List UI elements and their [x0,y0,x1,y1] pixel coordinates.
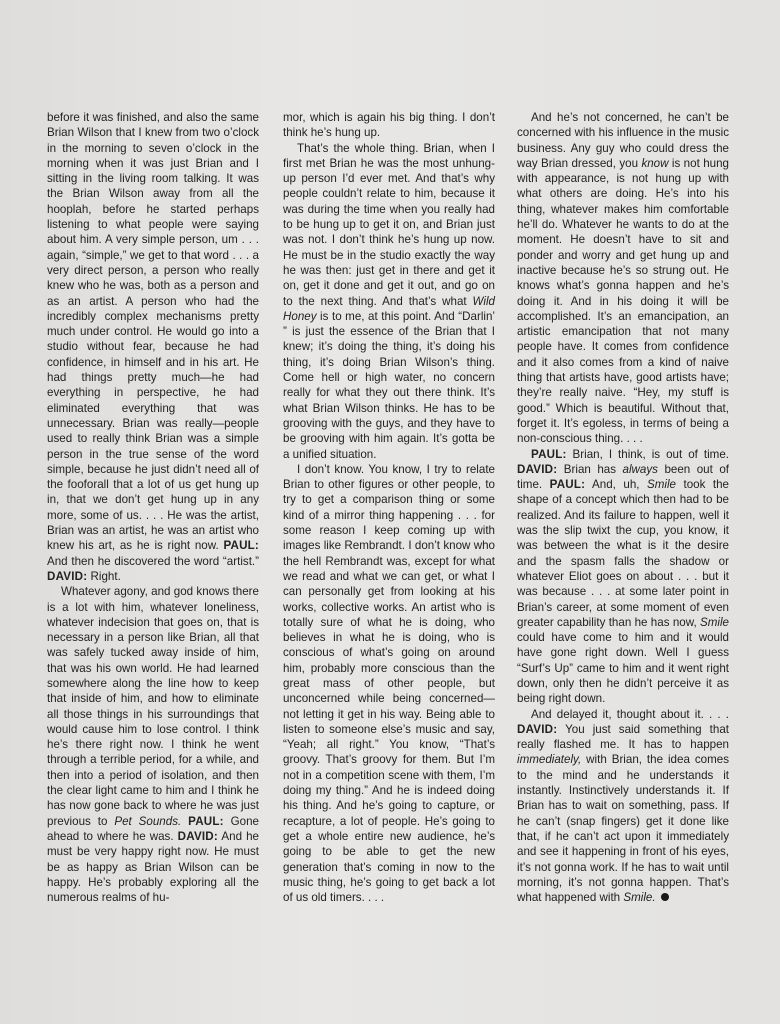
text-run: is not hung with appearance, is not hung up with what others are doing. He’s into his thing, whatever makes him comfortable he’ll do. Whatever he wants to do at the moment. He doesn’t have to sit and ponder and worry and get hung up and inactive because he’s so strung out. He knows what’s gonna happen and he’s doing it. And in his doing it will be accomplished. It’s an emancipation, an artistic emancipation that not many people have. It comes from confidence and it also comes from a kind of naive thing that artists have, good artists have; they’re really naive. “Hey, my stuff is good.” Which is beautiful. Without that, forget it. It’s egoless, in terms of being a non-conscious thing. . . . [517,156,729,446]
italic-text: Smile. [623,891,656,905]
text-run: with Brian, the idea comes to the mind and he understands it instantly. Instinctively understands it. If Brian has to wait on something, pass. If he can’t (snap fingers) get it done like that, if he can’t act upon it immediately and see it happening in front of his eyes, it’s not gonna work. If he has to wait until morning, it’s not gonna happen. That’s what happened with [517,753,729,905]
text-column-2 [283,110,495,905]
paragraph [283,141,495,462]
speaker-label: DAVID: [177,829,218,843]
speaker-label: PAUL: [549,478,586,492]
italic-text: know [641,156,669,170]
speaker-label: DAVID: [517,462,558,476]
paragraph [517,447,729,707]
text-run: Brian has [557,462,623,476]
paragraph [517,707,729,906]
italic-text: Smile [700,615,729,629]
text-run: mor, which is again his big thing. I don’t think he’s hung up. [283,111,495,140]
paragraph [47,110,259,584]
speaker-label: DAVID: [47,569,88,583]
text-run: And he’s not concerned, he can’t be concerned with his influence in the music business. Any guy who could dress the way Brian dressed, you [517,111,729,170]
paragraph [283,462,495,906]
paragraph [283,110,495,141]
text-column-3 [517,110,729,905]
text-run: You just said something that really flashed me. It has to happen [517,722,729,752]
italic-text: Smile [646,478,676,492]
paragraph [517,110,729,447]
speaker-label: PAUL: [188,814,224,828]
end-mark-icon [661,893,669,901]
text-run: took the shape of a concept which then had to be realized. And its failure to happen, well it was the slip twixt the cup, you know, it was between the what is it the desire and the spasm falls the shadow or whatever Eliot goes on about . . . but it was because . . . at some later point in Brian’s career, at some moment of even greater capability than he has now, [517,478,729,629]
text-run: And delayed it, thought about it. . . . [531,707,729,721]
italic-text: always [622,462,658,476]
text-run: before it was finished, and also the same Brian Wilson that I knew from two o’clock in the morning to seven o’clock in the morning when it was just Brian and I sitting in the living room talking. It was the Brian Wilson away from all the hooplah, before he started perhaps listening to what people were saying about him. A very simple person, um . . . again, “simple,” we get to that word . . . a very direct person, a person who really knew who he was, both as a person and as an artist. A person who had the incredibly complex mechanisms pretty much under control. He would go into a studio without fear, because he had confidence, in himself and in his art. He had things pretty much—he had everything in perspective, he had eliminated everything that was unnecessary. Brian was really—people used to really think Brian was a simple person in the true sense of the word simple, because he just didn’t need all of the fooforall that a lot of us get hung up in, that we don’t get hung up in any more, some of us. . . . He was the artist, Brian was an artist, he was an artist who knew his art, as he is right now. [47,111,259,553]
italic-text: Wild Honey [283,294,495,323]
text-run: And then he discovered the word “artist.” [47,554,259,568]
italic-text: Pet Sounds. [114,814,182,828]
text-run: Gone ahead to where he was. [47,814,259,843]
speaker-label: PAUL: [531,447,567,461]
paragraph [47,584,259,905]
text-run: And he must be very happy right now. He must be as happy as Brian Wilson can be happy. He’s probably exploring all the numerous realms of hu- [47,829,259,905]
text-run: And, uh, [585,478,647,492]
speaker-label: DAVID: [517,722,558,736]
text-run: been out of time. [517,462,729,492]
text-run: Right. [87,569,121,583]
italic-text: immediately, [517,753,582,767]
text-column-1 [47,110,259,905]
speaker-label: PAUL: [223,539,259,553]
text-run: Brian, I think, is out of time. [566,447,729,461]
text-run: I don’t know. You know, I try to relate Brian to other figures or other people, to try to get a comparison thing or some kind of a mirror thing happening . . . for some reason I keep coming up with images like Rembrandt. I don’t know who the hell Rembrandt was, except for what we read and what we can get, or what I can personally get from looking at his works, collective works. An artist who is totally sure of what he is doing, who believes in what he is doing, who is conscious of what’s going on around him, probably more conscious than the great mass of other people, but unconcerned while being concerned—not letting it get in his way. Being able to listen to someone else’s music and say, “Yeah; all right.” You know, “That’s groovy. That’s groovy for them. But I’m not in a competition scene with them, I’m doing my thing.” And he is indeed doing his thing. And he’s going to capture, or recapture, a lot of people. He’s going to get a whole entire new audience, he’s going to be able to get the new generation that’s coming in now to the music thing, he’s going to get back a lot of us old timers. . . . [283,462,495,905]
text-run: Whatever agony, and god knows there is a lot with him, whatever loneliness, whatever indecision that goes on, that is necessary in a person like Brian, all that was safely tucked away inside of him, that was his own world. He had learned somewhere along the line how to keep that inside of him, and how to eliminate all those things in his surroundings that would cause him to lose control. I think he’s there right now. I think he went through a terrible period, for a while, and then into a period of isolation, and then the clear light came to him and I think he has now gone back to where he was just previous to [47,585,259,828]
text-run: That’s the whole thing. Brian, when I first met Brian he was the most unhung-up person I’d ever met. And that’s why people couldn’t relate to him, because it was during the time when you really had to be hung up to get it on, and Brian just was not. I don’t think he’s hung up now. He must be in the studio exactly the way he was then: just get in there and get it on, get it done and get it out, and go on to the next thing. And that’s what [283,141,495,308]
text-run: is to me, at this point. And “Darlin’ ” is just the essence of the Brian that I knew; it’s doing the thing, it’s doing his thing, it’s doing Brian Wilson’s thing. Come hell or high water, no concern really for what they out there think. It’s what Brian Wilson thinks. He has to be grooving with the guys, and they have to be grooving with him again. It’s gotta be a unified situation. [283,309,495,461]
text-run: could have come to him and it would have gone right down. Well I guess “Surf’s Up” came to him and it went right down, only then he didn’t perceive it as being right down. [517,631,729,706]
